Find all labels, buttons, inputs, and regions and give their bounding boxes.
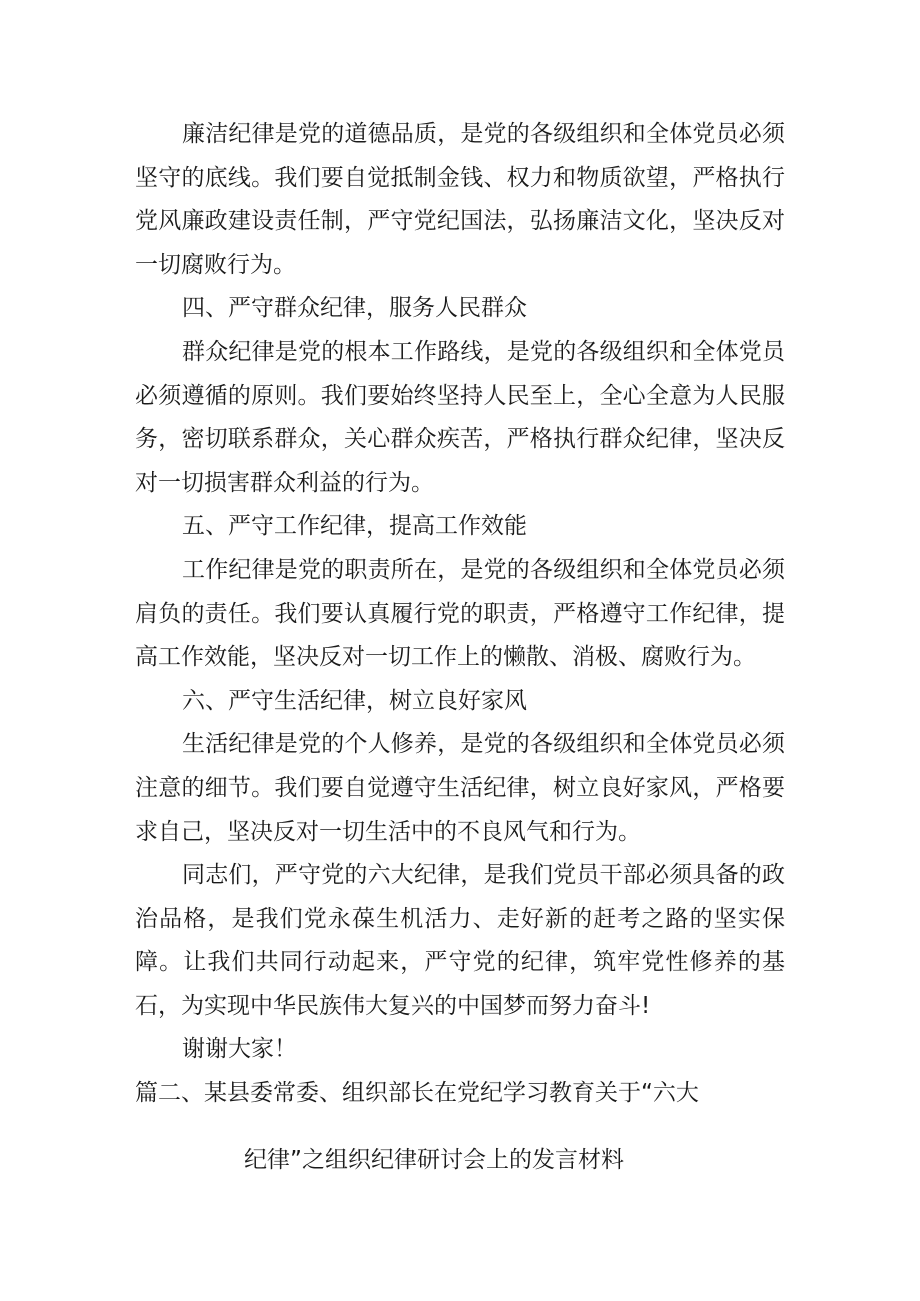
- paragraph-mass-discipline: 群众纪律是党的根本工作路线，是党的各级组织和全体党员必须遵循的原则。我们要始终坚持人民至上，全心全意为人民服务，密切联系群众，关心群众疾苦，严格执行群众纪律，坚决反对一切损害群众利益的行为。: [135, 338, 785, 496]
- paragraph-conclusion: 同志们，严守党的六大纪律，是我们党员干部必须具备的政治品格，是我们党永葆生机活力、走好新的赶考之路的坚实保障。让我们共同行动起来，严守党的纪律，筑牢党性修养的基石，为实现中华民族伟大复兴的中国梦而努力奋斗!: [135, 862, 785, 1019]
- next-section-title: [135, 1072, 785, 1182]
- section-heading-life-discipline: 六、严守生活纪律，树立良好家风: [182, 687, 527, 714]
- paragraph-life-discipline: 生活纪律是党的个人修养，是党的各级组织和全体党员必须注意的细节。我们要自觉遵守生活纪律，树立良好家风，严格要求自己，坚决反对一切生活中的不良风气和行为。: [135, 731, 785, 845]
- next-section-title-line2: 纪律”之组织纪律研讨会上的发言材料: [244, 1146, 624, 1173]
- closing-thanks: 谢谢大家！: [182, 1036, 297, 1063]
- section-heading-work-discipline: 五、严守工作纪律，提高工作效能: [182, 513, 527, 540]
- section-heading-mass-discipline: 四、严守群众纪律，服务人民群众: [182, 295, 527, 322]
- paragraph-work-discipline: 工作纪律是党的职责所在，是党的各级组织和全体党员必须肩负的责任。我们要认真履行党的职责，严格遵守工作纪律，提高工作效能，坚决反对一切工作上的懒散、消极、腐败行为。: [135, 556, 785, 671]
- paragraph-integrity-discipline: 廉洁纪律是党的道德品质，是党的各级组织和全体党员必须坚守的底线。我们要自觉抵制金钱、权力和物质欲望，严格执行党风廉政建设责任制，严守党纪国法，弘扬廉洁文化，坚决反对一切腐败行为。: [135, 121, 785, 278]
- document-body: [135, 113, 785, 1182]
- next-section-title-line1: 篇二、某县委常委、组织部长在党纪学习教育关于“六大: [135, 1080, 699, 1107]
